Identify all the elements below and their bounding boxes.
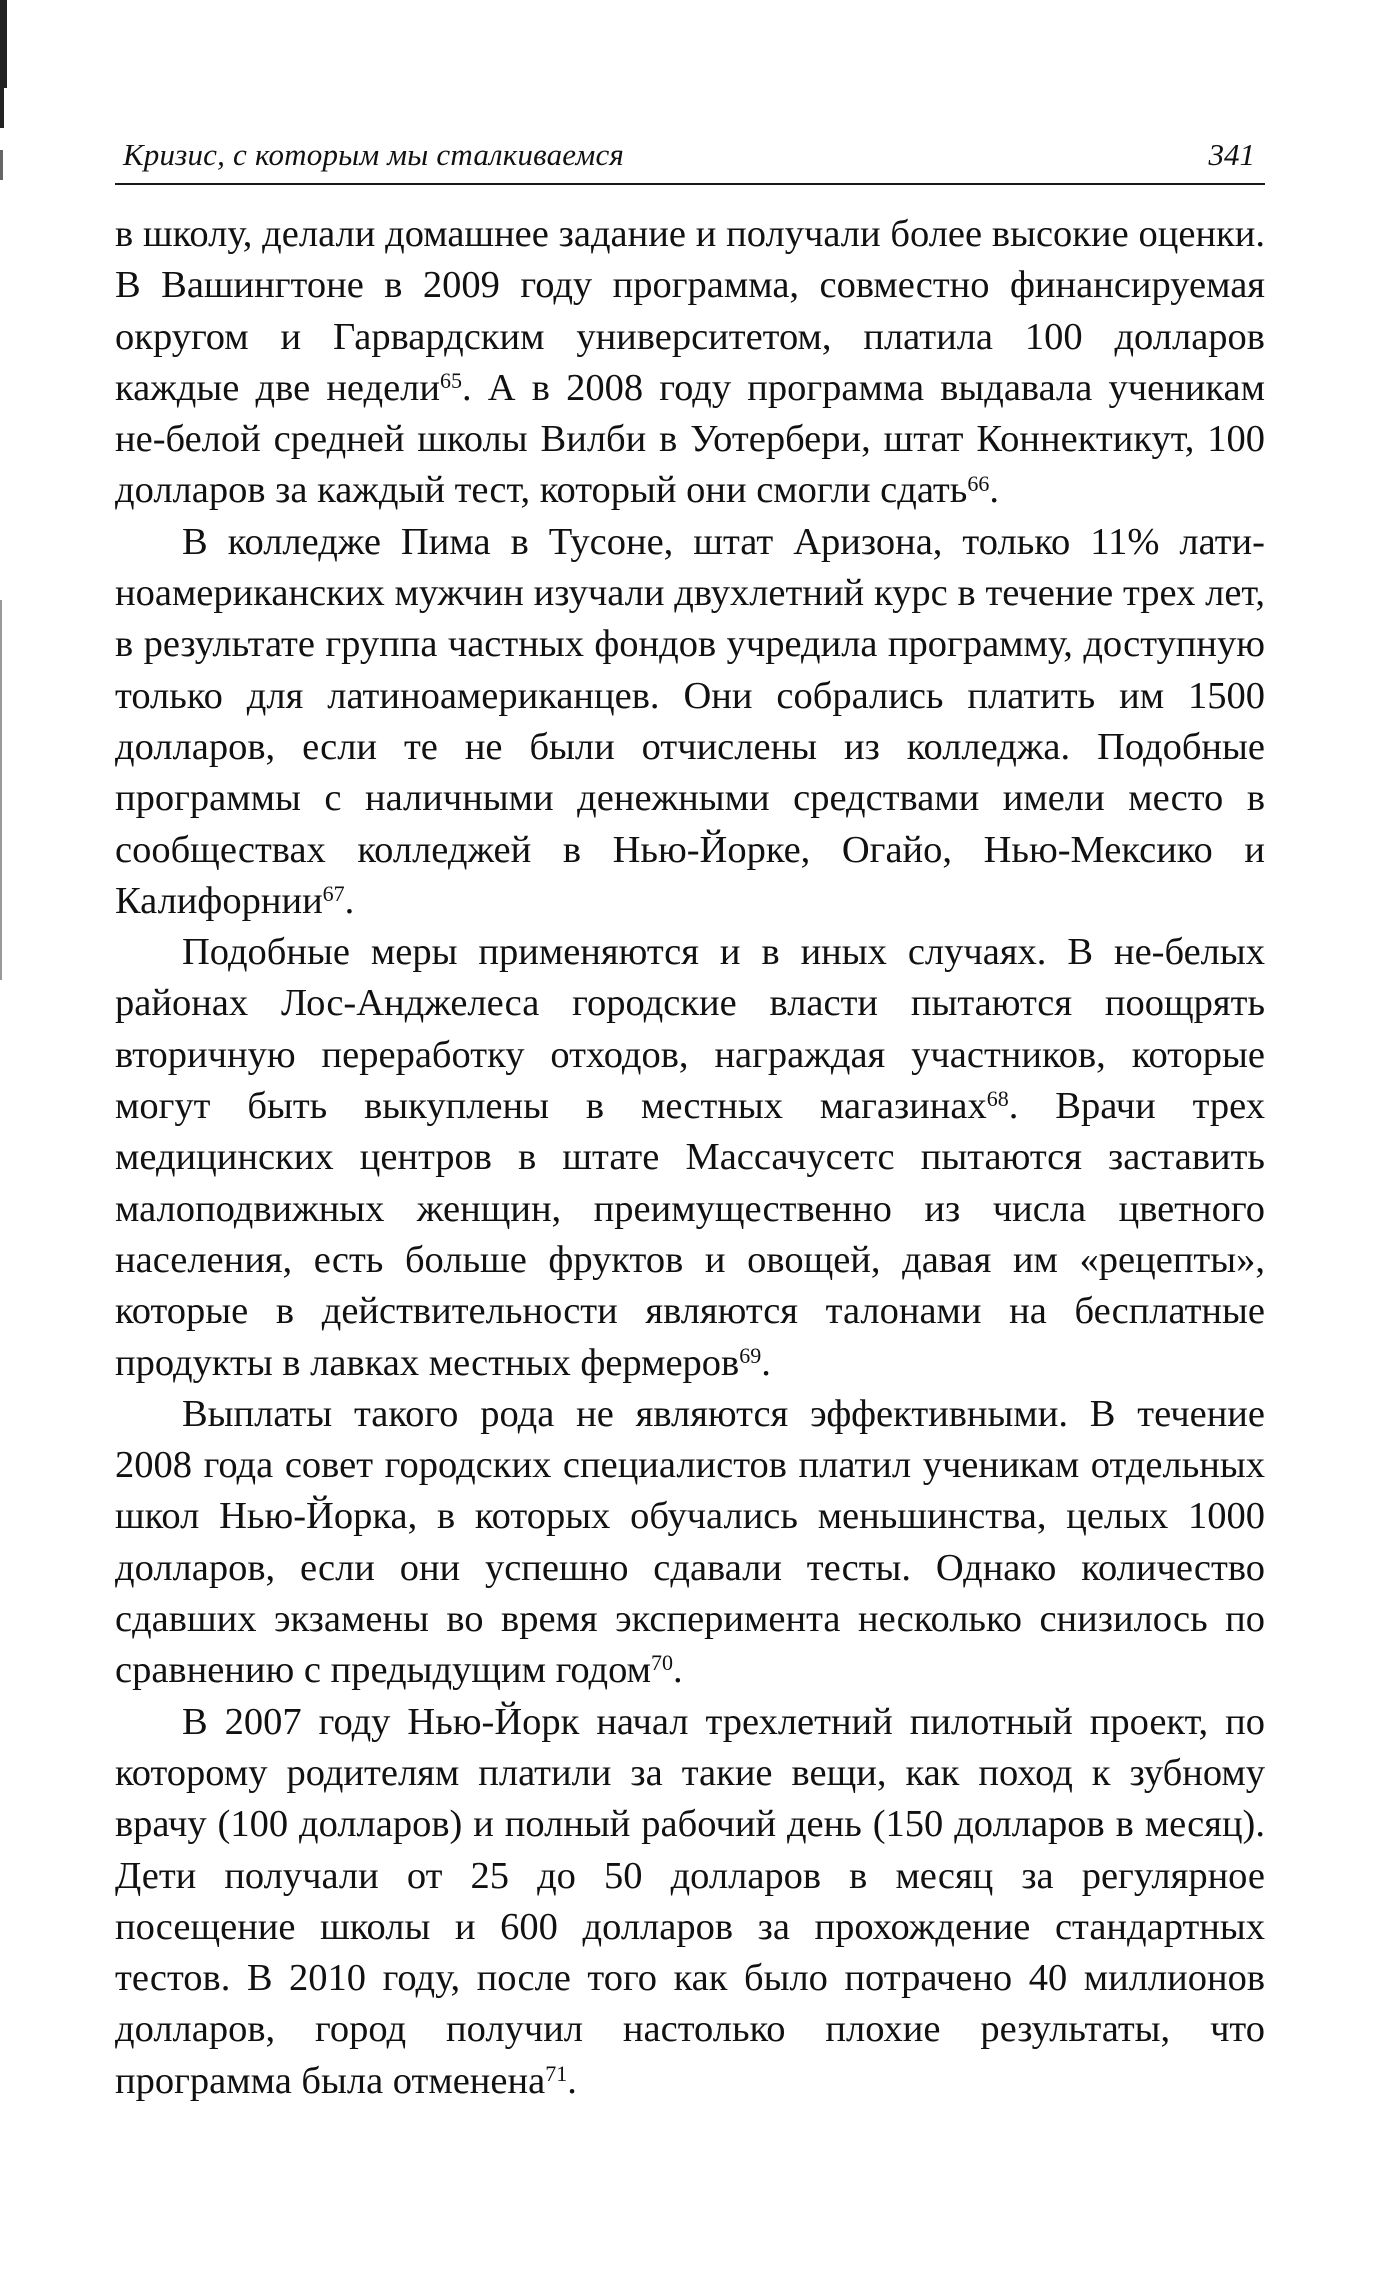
text-run: В 2007 году Нью-Йорк начал трехлетний пилотный проект, по которому родителям платили за такие вещи, как поход к зубному врачу (100 долларов) и полный рабочий день (150 долларов в месяц). Дети получали от 25 до 50 долларов в месяц за регулярное посещение школы и 600 долларов за прохождение стандартных тестов. В 2010 году, после того как было потрачено 40 миллионов долларов, город получил настолько плохие результаты, что программа была отменена	[115, 1700, 1265, 2102]
paragraph-3	[115, 927, 1265, 1389]
text-run: . Врачи трех медицинских центров в штате Массачусетс пытаются заставить малоподвижных женщин, преимущественно из числа цветного населения, есть больше фруктов и овощей, давая им «рецепты», которые в действительности являются талонами на бесплатные продукты в лавках местных фермеров	[115, 1085, 1265, 1384]
footnote-ref-68: 68	[986, 1086, 1009, 1112]
paragraph-2	[115, 517, 1265, 927]
footnote-ref-70: 70	[651, 1650, 674, 1676]
paragraph-1	[115, 209, 1265, 517]
text-run: . А в 2008 году программа выдавала ученикам не-белой средней школы Вилби в Уотербери, штат Коннектикут, 100 долларов за каждый тест, который они смогли сдать	[115, 366, 1265, 512]
text-run: .	[673, 1649, 683, 1692]
scan-edge-artifact	[0, 0, 10, 2292]
footnote-ref-69: 69	[739, 1342, 762, 1368]
paragraph-4	[115, 1389, 1265, 1697]
text-run: В колледже Пима в Тусоне, штат Аризона, только 11% латиноамериканских мужчин изучали двухлетний курс в течение трех лет, в результате группа частных фондов учредила программу, доступную только для латиноамериканцев. Они собрались платить им 1500 долларов, если те не были отчислены из колледжа. Подобные программы с наличными денежными средствами имели место в сообществах колледжей в Нью-Йорке, Огайо, Нью-Мексико и Калифорнии	[115, 520, 1265, 922]
text-run: .	[989, 469, 999, 512]
body-text	[115, 209, 1265, 2107]
text-run: .	[761, 1341, 771, 1384]
book-page	[115, 135, 1265, 2107]
text-run: Выплаты такого рода не являются эффективными. В течение 2008 года совет городских специалистов платил ученикам отдельных школ Нью-Йорка, в которых обучались меньшинства, целых 1000 долларов, если они успешно сдавали тесты. Однако количество сдавших экзамены во время эксперимента несколько снизилось по сравнению с предыдущим годом	[115, 1392, 1265, 1692]
page-number: 341	[1208, 137, 1255, 172]
text-run: .	[567, 2059, 577, 2102]
footnote-ref-67: 67	[322, 881, 345, 907]
footnote-ref-66: 66	[967, 470, 990, 496]
footnote-ref-71: 71	[545, 2060, 568, 2086]
text-run: в школу, делали домашнее задание и получали более высокие оценки. В Вашингтоне в 2009 году программа, совместно финансируемая округом и Гарвардским университетом, платила 100 долларов каждые две недели	[115, 213, 1265, 409]
text-run: .	[344, 879, 355, 922]
footnote-ref-65: 65	[440, 368, 462, 394]
text-run: Подобные меры применяются и в иных случаях. В не-белых районах Лос-Анджелеса городские власти пытаются поощрять вторичную переработку отходов, награждая участников, которые могут быть выкуплены в местных магазинах	[115, 931, 1265, 1128]
paragraph-5	[115, 1697, 1265, 2107]
running-head	[115, 135, 1265, 185]
running-head-title: Кризис, с которым мы сталкиваемся	[123, 137, 625, 172]
